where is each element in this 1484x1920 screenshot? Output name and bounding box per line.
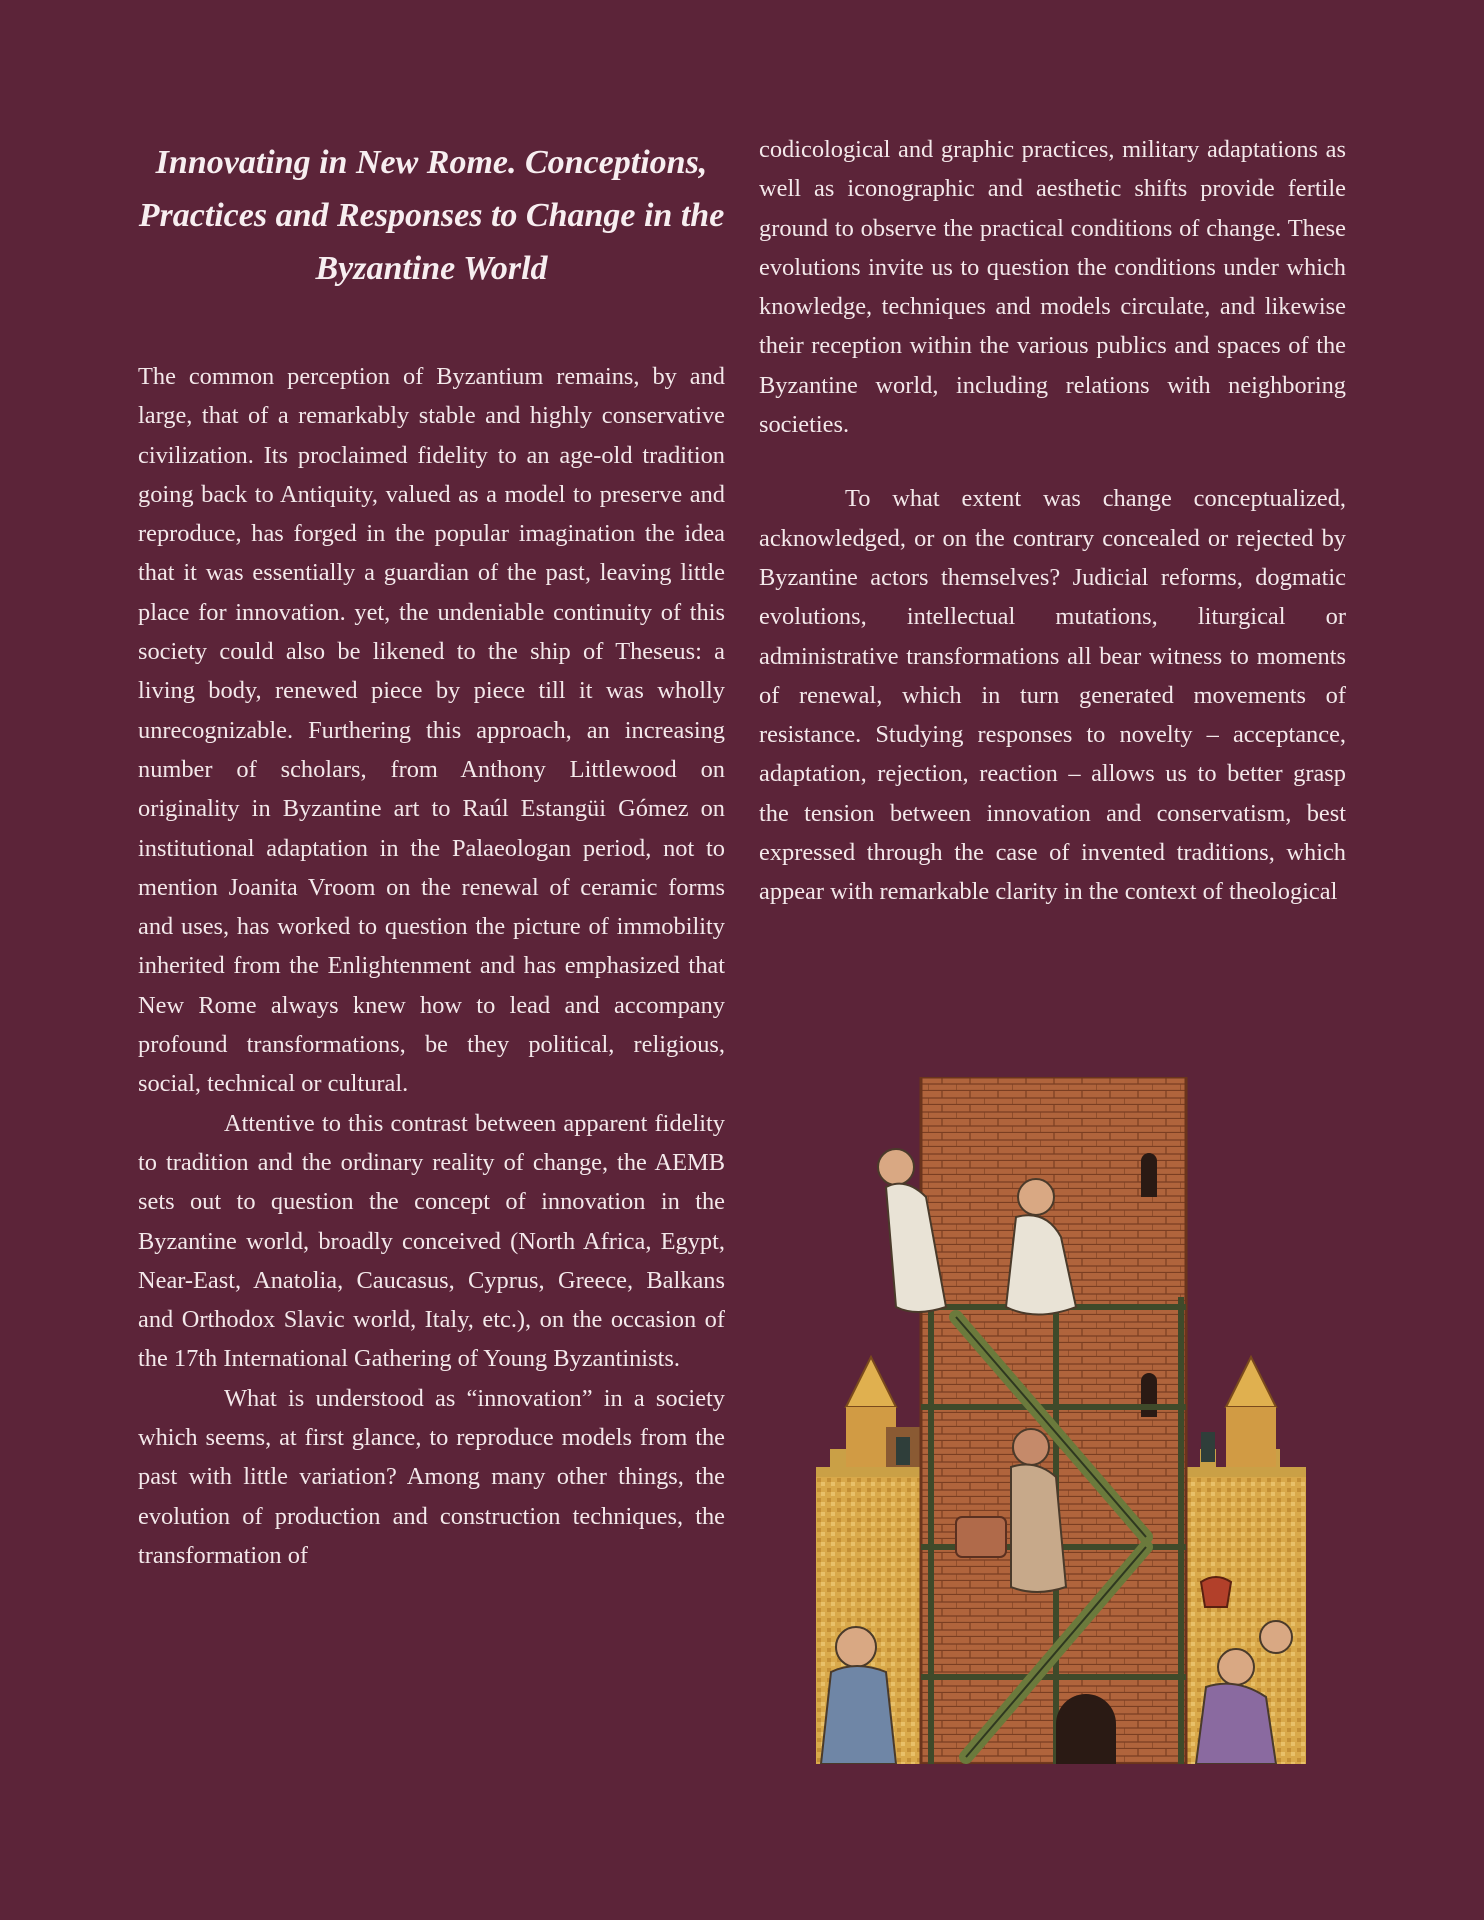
paragraph-innovation-question: What is understood as “innovation” in a society which seems, at first glance, to reproduce models from the past with little variation? Among many other things, the evolution of production and construction techniques, the transformation of <box>138 1384 725 1569</box>
paragraph-intro: The common perception of Byzantium remains, by and large, that of a remarkably stable and highly conservative civilization. Its proclaimed fidelity to an age-old tradition going back to Antiquity, valued as a model to preserve and reproduce, has forged in the popular imagination the idea that it was essentially a guardian of the past, leaving little place for innovation. yet, the undeniable continuity of this society could also be likened to the ship of Theseus: a living body, renewed piece by piece till it was wholly unrecognizable. Furthering this approach, an increasing number of scholars, from Anthony Littlewood on originality in Byzantine art to Raúl Estangüi Gómez on institutional adaptation in the Palaeologan period, not to mention Joanita Vroom on the renewal of ceramic forms and uses, has worked to question the picture of immobility inherited from the Enlightenment and has emphasized that New Rome always knew how to lead and accompany profound transformations, be they political, religious, social, technical or cultural. <box>138 363 725 1098</box>
paragraph-change-conceptualized: To what extent was change conceptualized, acknowledged, or on the contrary concealed or rejected by Byzantine actors themselves? Judicial reforms, dogmatic evolutions, intellectual mutations, liturgical or administrative transformations all bear witness to moments of renewal, which in turn generated movements of resistance. Studying responses to novelty – acceptance, adaptation, rejection, reaction – allows us to better grasp the tension between innovation and conservatism, best expressed through the case of invented traditions, which appear with remarkable clarity in the context of theological <box>759 485 1346 906</box>
left-column <box>138 130 725 1575</box>
byzantine-tower-construction-mosaic-icon <box>816 1077 1306 1764</box>
document-title: Innovating in New Rome. Conceptions, Practices and Responses to Change in the Byzantine World <box>138 144 725 287</box>
right-column <box>759 130 1346 912</box>
paragraph-innovation-continued: codicological and graphic practices, military adaptations as well as iconographic and aesthetic shifts provide fertile ground to observe the practical conditions of change. These evolutions invite us to question the conditions under which knowledge, techniques and models circulate, and likewise their reception within the various publics and spaces of the Byzantine world, including relations with neighboring societies. <box>759 136 1346 439</box>
paragraph-aemb: Attentive to this contrast between apparent fidelity to tradition and the ordinary reality of change, the AEMB sets out to question the concept of innovation in the Byzantine world, broadly conceived (North Africa, Egypt, Near-East, Anatolia, Caucasus, Cyprus, Greece, Balkans and Orthodox Slavic world, Italy, etc.), on the occasion of the 17th International Gathering of Young Byzantinists. <box>138 1109 725 1373</box>
